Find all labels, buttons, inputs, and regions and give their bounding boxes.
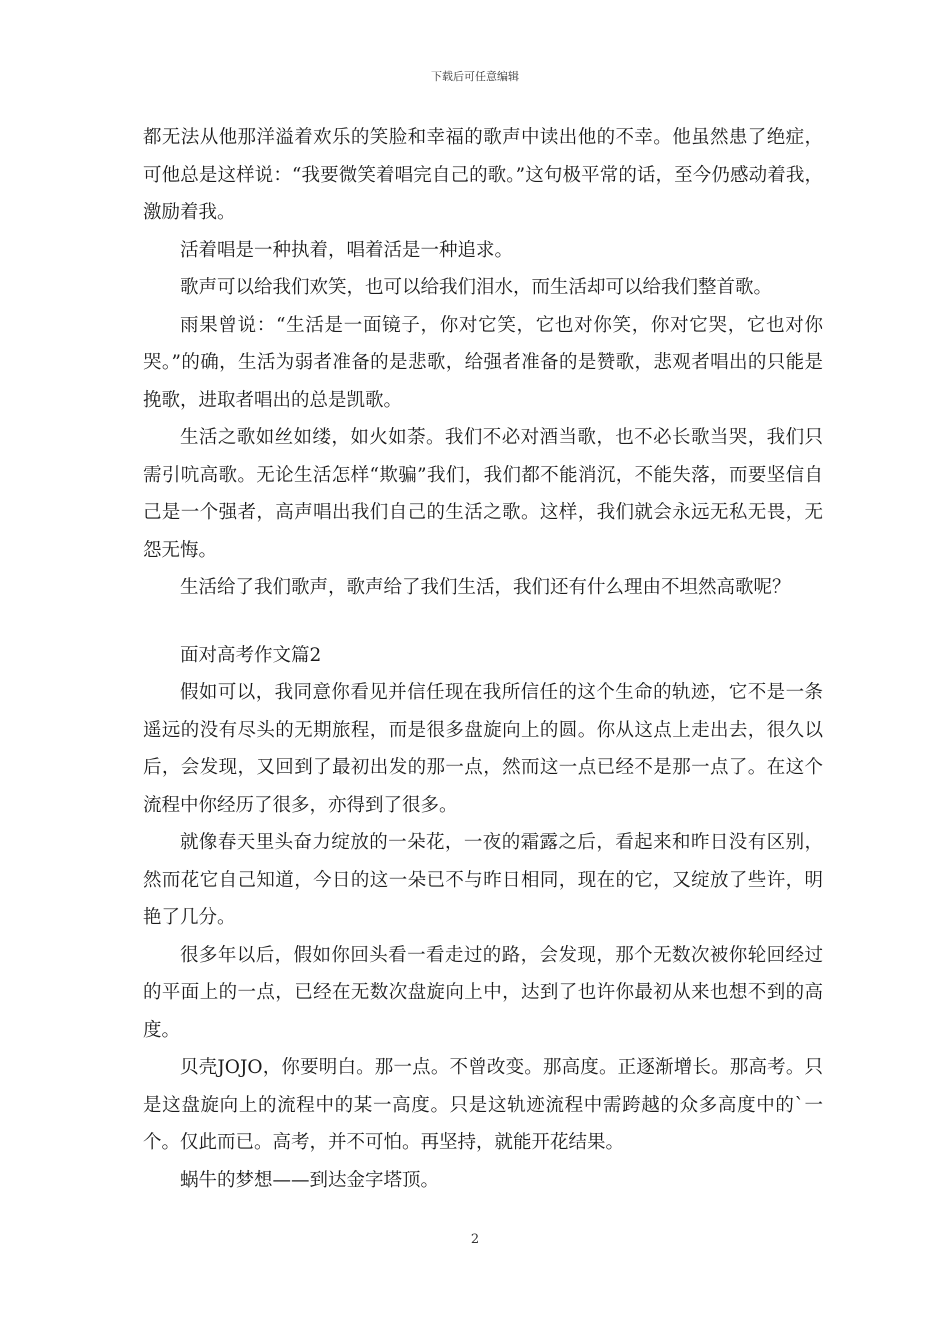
paragraph: 贝壳JOJO，你要明白。那一点。不曾改变。那高度。正逐渐增长。那高考。只是这盘旋向上的流程中的某一高度。只是这轨迹流程中需跨越的众多高度中的`一个。仅此而已。高考，并不可怕。再坚持，就能开花结果。 <box>143 1057 823 1153</box>
paragraph: 雨果曾说：“生活是一面镜子，你对它笑，它也对你笑，你对它哭，它也对你哭。”的确，生活为弱者准备的是悲歌，给强者准备的是赞歌，悲观者唱出的只能是挽歌，进取者唱出的总是凯歌。 <box>143 314 823 411</box>
paragraph: 就像春天里头奋力绽放的一朵花，一夜的霜露之后，看起来和昨日没有区别，然而花它自己知道，今日的这一朵已不与昨日相同，现在的它，又绽放了些许，明艳了几分。 <box>143 832 823 928</box>
page-number: 2 <box>470 1232 480 1247</box>
page-header: 下载后可任意编辑 <box>431 70 519 83</box>
section-title: 面对高考作文篇2 <box>180 644 322 666</box>
paragraph: 假如可以，我同意你看见并信任现在我所信任的这个生命的轨迹，它不是一条遥远的没有尽头的无期旅程，而是很多盘旋向上的圆。你从这点上走出去，很久以后，会发现，又回到了最初出发的那一点，然而这一点已经不是那一点了。在这个流程中你经历了很多，亦得到了很多。 <box>143 682 823 816</box>
paragraph: 很多年以后，假如你回头看一看走过的路，会发现，那个无数次被你轮回经过的平面上的一点，已经在无数次盘旋向上中，达到了也许你最初从来也想不到的高度。 <box>143 944 823 1041</box>
paragraph: 生活给了我们歌声，歌声给了我们生活，我们还有什么理由不坦然高歌呢？ <box>180 577 791 598</box>
document-body <box>143 119 823 1199</box>
paragraph: 歌声可以给我们欢笑，也可以给我们泪水，而生活却可以给我们整首歌。 <box>180 277 773 298</box>
paragraph: 活着唱是一种执着，唱着活是一种追求。 <box>180 239 514 261</box>
paragraph: 都无法从他那洋溢着欢乐的笑脸和幸福的歌声中读出他的不幸。他虽然患了绝症，可他总是这样说：“我要微笑着唱完自己的歌。”这句极平常的话，至今仍感动着我，激励着我。 <box>143 127 823 223</box>
section-spacer <box>143 607 823 637</box>
paragraph: 生活之歌如丝如缕，如火如荼。我们不必对酒当歌，也不必长歌当哭，我们只需引吭高歌。无论生活怎样“欺骗”我们，我们都不能消沉，不能失落，而要坚信自己是一个强者，高声唱出我们自己的生活之歌。这样，我们就会永远无私无畏，无怨无悔。 <box>143 427 823 561</box>
paragraph: 蜗牛的梦想——到达金字塔顶。 <box>180 1169 440 1191</box>
